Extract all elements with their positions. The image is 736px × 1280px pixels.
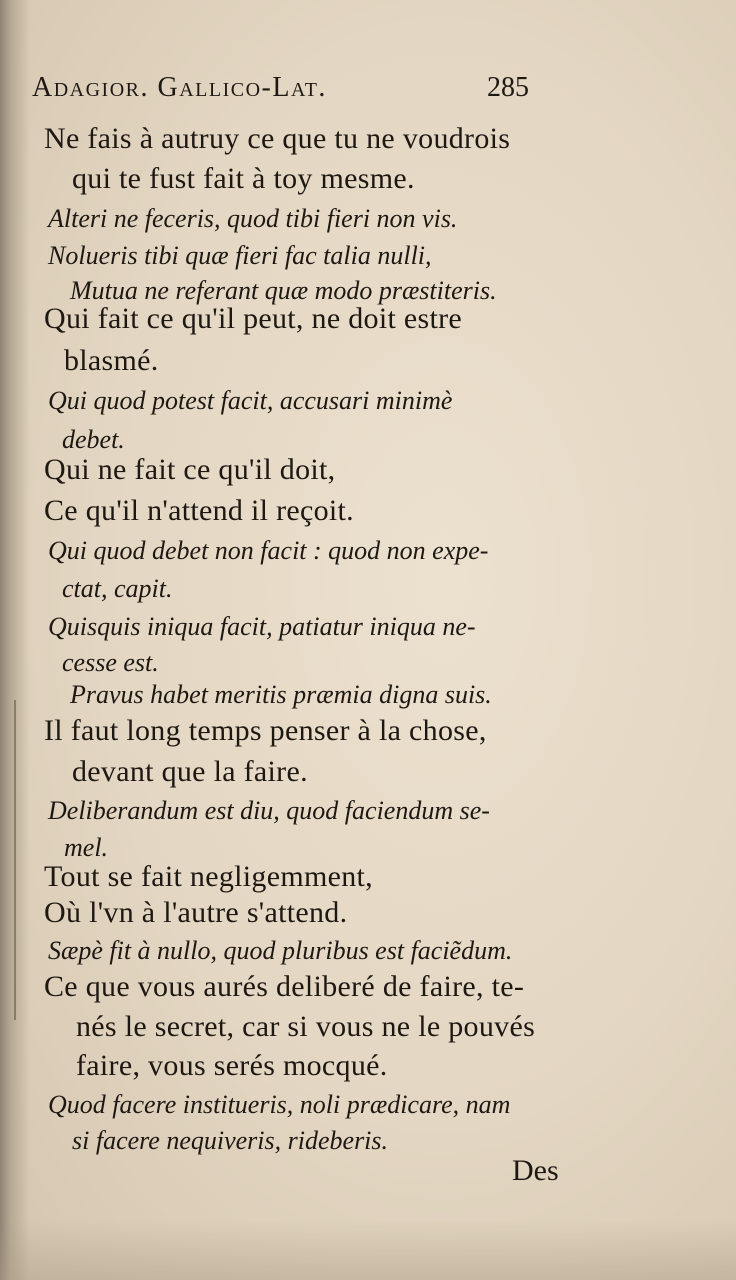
spine-shadow <box>0 0 30 1280</box>
bottom-shadow <box>0 1220 736 1280</box>
text-line: Ne fais à autruy ce que tu ne voudrois <box>44 122 511 155</box>
text-line: devant que la faire. <box>72 755 308 788</box>
text-line: Qui quod potest facit, accusari minimè <box>48 386 453 415</box>
text-line: Deliberandum est diu, quod faciendum se- <box>48 796 490 825</box>
page-number: 285 <box>487 72 529 103</box>
text-line: debet. <box>62 425 125 454</box>
text-line: Quisquis iniqua facit, patiatur iniqua ne- <box>48 612 476 641</box>
text-line: ctat, capit. <box>62 574 173 603</box>
text-line: Alteri ne feceris, quod tibi fieri non vis. <box>48 204 458 233</box>
catchword: Des <box>512 1154 559 1187</box>
text-line: faire, vous serés mocqué. <box>76 1049 388 1082</box>
text-line: qui te fust fait à toy mesme. <box>72 162 415 195</box>
text-line: mel. <box>64 833 109 862</box>
text-line: Pravus habet meritis præmia digna suis. <box>70 680 492 709</box>
text-line: Mutua ne referant quæ modo præstiteris. <box>70 276 497 305</box>
text-line: Ce qu'il n'attend il reçoit. <box>44 494 354 527</box>
text-line: cesse est. <box>62 648 159 677</box>
page-edge-mark <box>14 700 16 1020</box>
text-line: Il faut long temps penser à la chose, <box>44 714 487 747</box>
text-line: Sæpè fit à nullo, quod pluribus est faciẽdum. <box>48 936 513 965</box>
text-line: Où l'vn à l'autre s'attend. <box>44 896 348 929</box>
text-line: si facere nequiveris, rideberis. <box>72 1126 389 1155</box>
text-line: blasmé. <box>64 344 159 377</box>
text-line: Quod facere institueris, noli prædicare, nam <box>48 1090 511 1119</box>
running-title: Adagior. Gallico-Lat. <box>32 72 327 103</box>
text-line: Qui ne fait ce qu'il doit, <box>44 453 336 486</box>
text-line: Qui quod debet non facit : quod non expe- <box>48 536 489 565</box>
text-line: Nolueris tibi quæ fieri fac talia nulli, <box>48 241 432 270</box>
text-line: Tout se fait negligemment, <box>44 860 373 893</box>
text-line: Qui fait ce qu'il peut, ne doit estre <box>44 302 463 335</box>
text-line: Ce que vous aurés deliberé de faire, te- <box>44 970 525 1003</box>
text-line: nés le secret, car si vous ne le pouvés <box>76 1010 536 1043</box>
